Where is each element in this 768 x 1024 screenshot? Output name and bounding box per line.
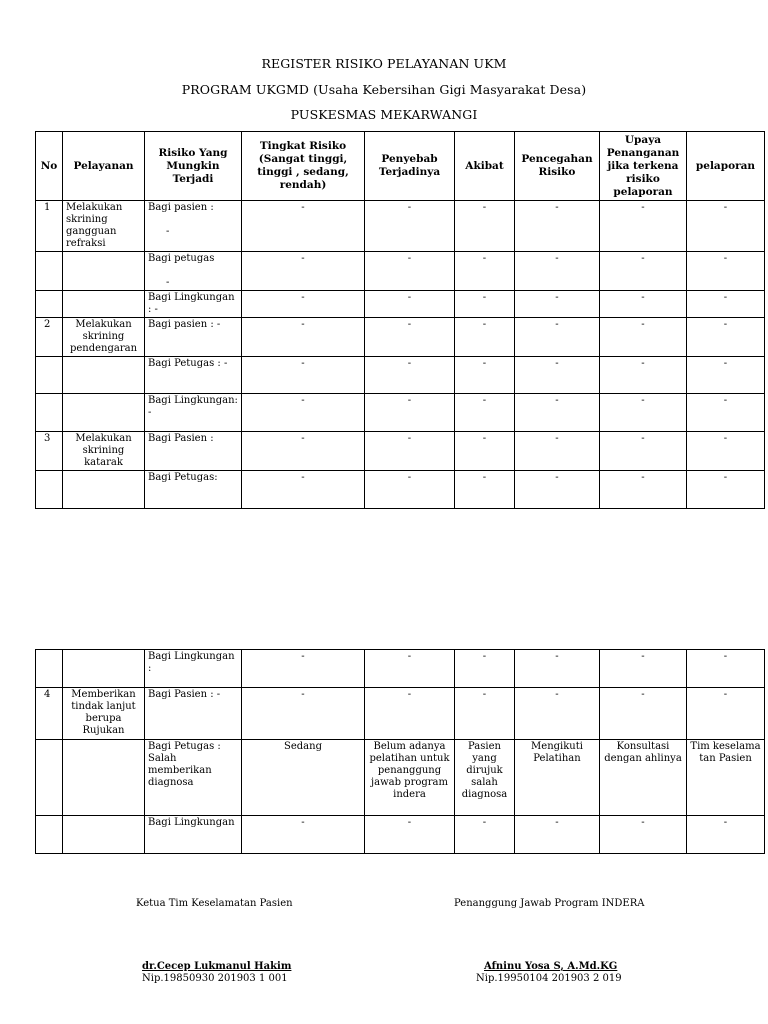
row-risiko: Bagi Lingkungan : [145, 650, 242, 688]
col-header-upaya: Upaya Penanganan jika terkena risiko pelaporan [600, 132, 687, 201]
row-pencegahan: - [515, 357, 600, 394]
col-header-pencegahan: Pencegahan Risiko [515, 132, 600, 201]
row-tingkat: - [242, 650, 365, 688]
row-penyebab: - [365, 432, 455, 471]
table-row [36, 318, 765, 357]
table-row [36, 816, 765, 854]
col-header-penyebab: Penyebab Terjadinya [365, 132, 455, 201]
row-risiko: Bagi Lingkungan: - [145, 394, 242, 432]
signature-left-role: Ketua Tim Keselamatan Pasien [136, 898, 293, 909]
row-pelaporan: - [687, 816, 765, 854]
row-penyebab: - [365, 394, 455, 432]
row-pelayanan [63, 740, 145, 816]
row-pelaporan: - [687, 688, 765, 740]
row-tingkat: - [242, 471, 365, 509]
row-penyebab: - [365, 318, 455, 357]
row-pelayanan [63, 394, 145, 432]
row-no [36, 471, 63, 509]
row-no [36, 291, 63, 318]
row-pencegahan: - [515, 432, 600, 471]
row-pelayanan [63, 816, 145, 854]
risiko-sub: - [166, 277, 170, 288]
row-tingkat: - [242, 291, 365, 318]
row-akibat: - [455, 432, 515, 471]
puskesmas-title: PUSKESMAS MEKARWANGI [290, 107, 478, 122]
row-no: 4 [36, 688, 63, 740]
row-pelaporan: - [687, 432, 765, 471]
row-tingkat: - [242, 318, 365, 357]
row-no [36, 740, 63, 816]
row-pelaporan: - [687, 471, 765, 509]
table-header-row [36, 132, 765, 201]
row-upaya: - [600, 650, 687, 688]
col-header-pelayanan: Pelayanan [63, 132, 145, 201]
row-pencegahan: - [515, 252, 600, 291]
row-pelayanan: Melakukan skrining gangguan refraksi [63, 201, 145, 252]
row-risiko [145, 252, 242, 291]
signature-right-nip: Nip.19950104 201903 2 019 [476, 973, 622, 984]
row-pelayanan [63, 471, 145, 509]
table-row [36, 650, 765, 688]
row-tingkat: - [242, 432, 365, 471]
row-no: 3 [36, 432, 63, 471]
row-pencegahan: - [515, 471, 600, 509]
row-pelaporan: - [687, 650, 765, 688]
row-pelayanan [63, 650, 145, 688]
row-upaya: - [600, 357, 687, 394]
col-header-pelaporan: pelaporan [687, 132, 765, 201]
row-pelayanan [63, 357, 145, 394]
row-risiko: Bagi Lingkungan [145, 816, 242, 854]
row-upaya: - [600, 432, 687, 471]
col-header-tingkat: Tingkat Risiko (Sangat tinggi, tinggi , sedang, rendah) [242, 132, 365, 201]
row-penyebab: - [365, 201, 455, 252]
row-risiko: Bagi Pasien : [145, 432, 242, 471]
row-upaya: - [600, 201, 687, 252]
row-akibat: - [455, 291, 515, 318]
row-risiko [145, 201, 242, 252]
table-row [36, 201, 765, 252]
signature-right-role: Penanggung Jawab Program INDERA [454, 898, 645, 909]
row-no: 1 [36, 201, 63, 252]
row-akibat: - [455, 357, 515, 394]
row-upaya: - [600, 291, 687, 318]
row-penyebab: - [365, 252, 455, 291]
row-penyebab: - [365, 291, 455, 318]
row-tingkat: - [242, 816, 365, 854]
risk-register-table [35, 131, 765, 509]
row-pencegahan: - [515, 318, 600, 357]
risiko-label: Bagi pasien : [148, 202, 214, 213]
row-tingkat: Sedang [242, 740, 365, 816]
row-risiko: Bagi Petugas : Salah memberikan diagnosa [145, 740, 242, 816]
table-row [36, 688, 765, 740]
table-row [36, 291, 765, 318]
row-pencegahan: - [515, 688, 600, 740]
row-upaya: - [600, 394, 687, 432]
row-risiko: Bagi Petugas : - [145, 357, 242, 394]
row-pelayanan [63, 291, 145, 318]
row-pelayanan: Memberikan tindak lanjut berupa Rujukan [63, 688, 145, 740]
row-pelayanan [63, 252, 145, 291]
row-akibat: - [455, 471, 515, 509]
row-upaya: - [600, 318, 687, 357]
table-row [36, 252, 765, 291]
signature-left-name: dr.Cecep Lukmanul Hakim [142, 961, 292, 972]
row-tingkat: - [242, 688, 365, 740]
row-pencegahan: Mengikuti Pelatihan [515, 740, 600, 816]
row-no [36, 816, 63, 854]
row-pencegahan: - [515, 201, 600, 252]
col-header-risiko: Risiko Yang Mungkin Terjadi [145, 132, 242, 201]
row-penyebab: - [365, 357, 455, 394]
row-pencegahan: - [515, 291, 600, 318]
row-upaya: - [600, 688, 687, 740]
table-row [36, 357, 765, 394]
row-no [36, 650, 63, 688]
row-pelayanan: Melakukan skrining katarak [63, 432, 145, 471]
table-row [36, 471, 765, 509]
row-risiko: Bagi Petugas: [145, 471, 242, 509]
program-title: PROGRAM UKGMD (Usaha Kebersihan Gigi Masyarakat Desa) [181, 82, 587, 97]
row-pelayanan: Melakukan skrining pendengaran [63, 318, 145, 357]
row-pelaporan: - [687, 318, 765, 357]
col-header-akibat: Akibat [455, 132, 515, 201]
row-risiko: Bagi Lingkungan : - [145, 291, 242, 318]
row-no [36, 394, 63, 432]
row-tingkat: - [242, 357, 365, 394]
row-penyebab: - [365, 816, 455, 854]
col-header-no: No [36, 132, 63, 201]
row-akibat: - [455, 318, 515, 357]
row-pelaporan: - [687, 252, 765, 291]
row-akibat: - [455, 650, 515, 688]
row-no: 2 [36, 318, 63, 357]
risiko-sub: - [166, 226, 170, 237]
row-akibat: - [455, 688, 515, 740]
row-pencegahan: - [515, 816, 600, 854]
risk-register-table-continued [35, 649, 765, 854]
table-row [36, 740, 765, 816]
row-risiko: Bagi Pasien : - [145, 688, 242, 740]
row-tingkat: - [242, 201, 365, 252]
row-pelaporan: - [687, 394, 765, 432]
row-pencegahan: - [515, 394, 600, 432]
row-tingkat: - [242, 252, 365, 291]
row-akibat: - [455, 394, 515, 432]
document-title: REGISTER RISIKO PELAYANAN UKM [261, 56, 507, 71]
row-akibat: - [455, 201, 515, 252]
row-akibat: - [455, 816, 515, 854]
row-risiko: Bagi pasien : - [145, 318, 242, 357]
row-penyebab: Belum adanya pelatihan untuk penanggung jawab program indera [365, 740, 455, 816]
row-no [36, 252, 63, 291]
row-akibat: - [455, 252, 515, 291]
row-penyebab: - [365, 688, 455, 740]
table-row [36, 394, 765, 432]
row-no [36, 357, 63, 394]
row-pelaporan: - [687, 201, 765, 252]
row-pelaporan: Tim keselamatan Pasien [687, 740, 765, 816]
row-pencegahan: - [515, 650, 600, 688]
table-row [36, 432, 765, 471]
row-upaya: - [600, 252, 687, 291]
row-upaya: - [600, 471, 687, 509]
row-penyebab: - [365, 471, 455, 509]
row-penyebab: - [365, 650, 455, 688]
signature-left-nip: Nip.19850930 201903 1 001 [142, 973, 288, 984]
risiko-label: Bagi petugas [148, 253, 215, 264]
row-pelaporan: - [687, 291, 765, 318]
row-upaya: - [600, 816, 687, 854]
row-pelaporan: - [687, 357, 765, 394]
row-akibat: Pasien yang dirujuk salah diagnosa [455, 740, 515, 816]
row-upaya: Konsultasi dengan ahlinya [600, 740, 687, 816]
signature-right-name: Afninu Yosa S, A.Md.KG [484, 961, 618, 972]
row-tingkat: - [242, 394, 365, 432]
